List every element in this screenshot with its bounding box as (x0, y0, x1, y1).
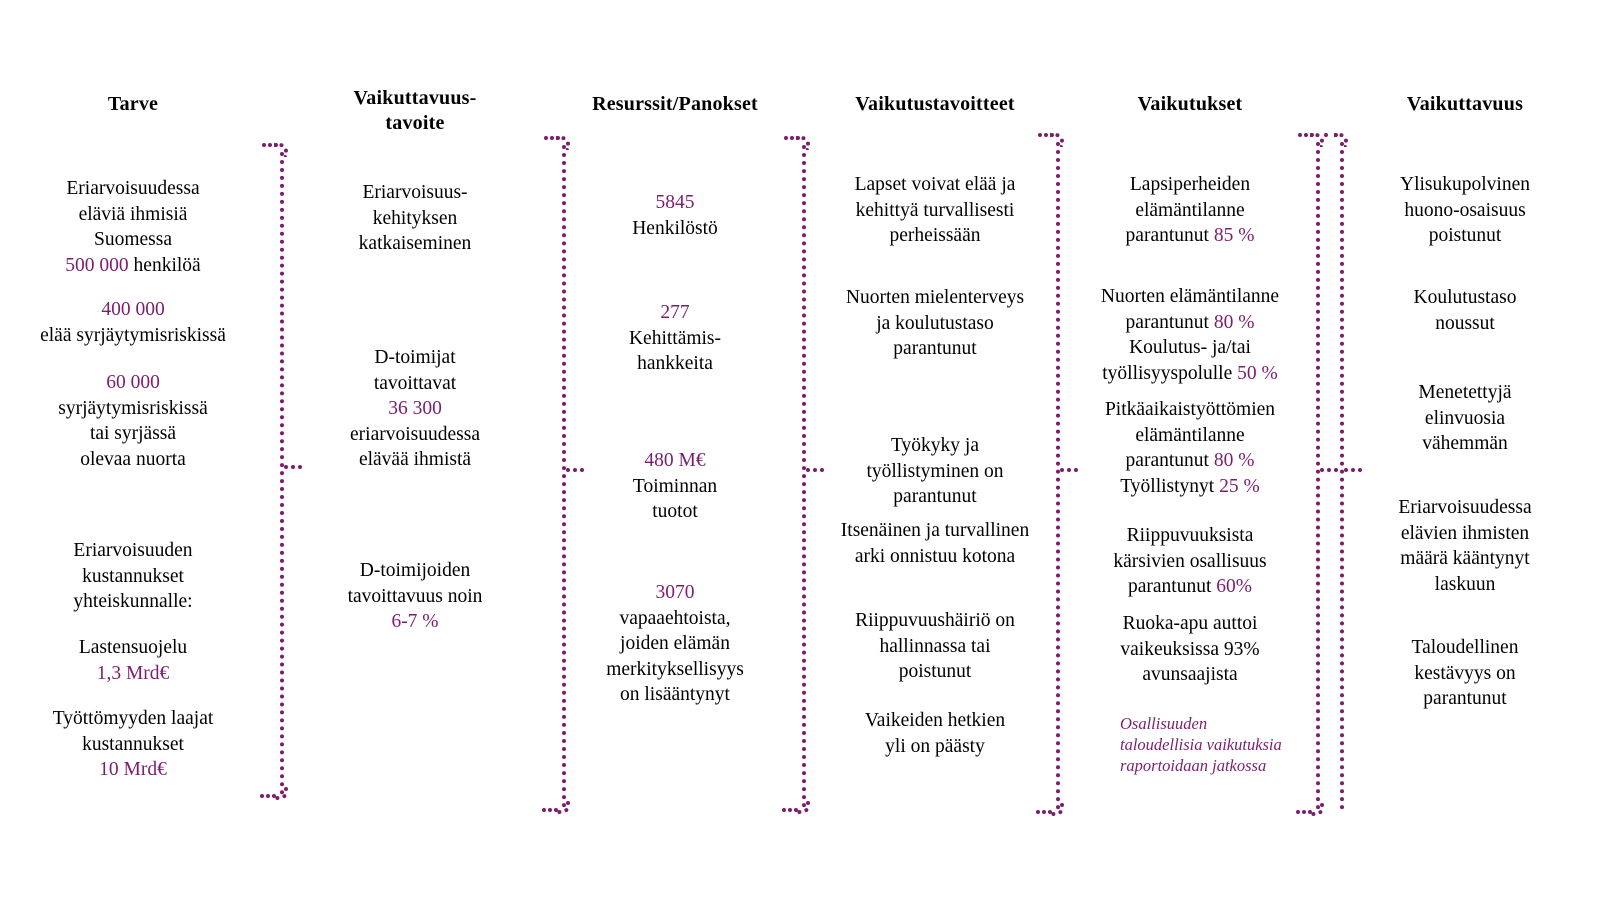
line-text: yhteiskunnalle: (73, 591, 193, 612)
bracket-vertical-line (802, 145, 806, 808)
line-text: on lisääntynyt (620, 684, 730, 705)
text-line (1340, 635, 1590, 661)
bracket-top-corner (274, 143, 288, 157)
line-text: noussut (1435, 312, 1495, 334)
block-vt-3 (820, 433, 1050, 510)
text-line (550, 474, 800, 500)
text-line (820, 223, 1050, 249)
text-line (1075, 662, 1305, 688)
bracket-middle-arrow (1320, 468, 1338, 472)
text-line (550, 448, 800, 474)
text-line (1340, 406, 1590, 432)
text-line (1340, 431, 1590, 457)
footnote-line-1: Osallisuuden (1120, 714, 1208, 733)
text-line (290, 422, 540, 448)
accent-number: 400 000 (101, 299, 165, 320)
accent-number: 50 % (1237, 362, 1278, 384)
text-line (1340, 198, 1590, 224)
text-line (1065, 397, 1315, 423)
text-line (820, 285, 1050, 311)
line-text: kestävyys on (1414, 662, 1516, 684)
line-text: avunsaajista (1142, 664, 1238, 685)
line-text: henkilöä (128, 254, 201, 276)
line-text: parantunut (893, 486, 977, 507)
line-text: Nuorten mielenterveys (845, 287, 1025, 308)
text-line (290, 396, 540, 422)
line-text: Taloudellinen (1411, 637, 1519, 658)
text-line (1065, 284, 1315, 310)
line-text: parantunut (1423, 688, 1507, 709)
text-line (810, 518, 1060, 544)
text-line (1340, 285, 1590, 311)
text-line (8, 202, 258, 228)
line-text: parantunut (893, 338, 977, 359)
line-text: elämäntilanne (1135, 199, 1245, 221)
text-line (8, 661, 258, 687)
block-vt-5 (820, 608, 1050, 685)
text-line (820, 172, 1050, 198)
line-text: parantunut (1125, 450, 1214, 471)
block-resurssit-1 (550, 190, 800, 241)
block-tarve-4 (8, 538, 258, 615)
text-line (1340, 495, 1590, 521)
text-line (1075, 637, 1305, 663)
block-va-5 (1340, 635, 1590, 712)
text-line (290, 609, 540, 635)
column-title-resurssit: Resurssit/Panokset (592, 93, 758, 115)
line-text: Vaikeiden hetkien (864, 710, 1006, 731)
line-text: eriarvoisuudessa (350, 423, 480, 445)
text-line (8, 589, 258, 615)
text-line (810, 544, 1060, 570)
column-title-vaikutustavoitteet: Vaikutustavoitteet (855, 93, 1015, 115)
text-line (8, 538, 258, 564)
line-text: Pitkäaikaistyöttömien (1104, 399, 1276, 420)
line-text: yli on päästy (885, 735, 985, 757)
text-line (8, 396, 258, 422)
text-line (290, 206, 540, 232)
accent-number: 480 M€ (644, 450, 706, 471)
text-line (820, 198, 1050, 224)
footnote-line-3: raportoidaan jatkossa (1120, 756, 1267, 775)
line-text: kehittyä turvallisesti (855, 199, 1015, 221)
accent-number: 277 (660, 302, 690, 323)
block-vk-1 (1075, 172, 1305, 249)
text-line (1065, 423, 1315, 449)
line-text: elämäntilanne (1135, 424, 1245, 446)
block-vk-5 (1075, 611, 1305, 688)
block-tarve-3 (8, 370, 258, 472)
block-vk-2 (1065, 284, 1315, 386)
block-va-4 (1340, 495, 1590, 597)
column-title-tarve: Tarve (107, 93, 159, 115)
line-text: Eriarvoisuus- (362, 182, 468, 203)
line-text: elää syrjäytymisriskissä (40, 324, 226, 346)
line-text: tavoittavat (373, 372, 457, 394)
text-line (8, 635, 258, 661)
block-tavoite-1 (290, 180, 540, 257)
column-vaikutukset (1065, 0, 1315, 900)
line-text: kärsivien osallisuus (1113, 550, 1267, 572)
title-line-2: tavoite (385, 112, 445, 134)
line-text: Nuorten elämäntilanne (1100, 286, 1280, 307)
line-text: parantunut (1125, 225, 1214, 246)
block-vt-4 (810, 518, 1060, 569)
line-text: parantunut (1127, 576, 1217, 597)
text-line (8, 227, 258, 253)
text-line (290, 584, 540, 610)
line-text: Kehittämis- (628, 327, 722, 349)
line-text: tavoittavuus noin (347, 585, 483, 607)
line-text: Riippuvuuksista (1126, 525, 1254, 546)
text-line (1340, 223, 1590, 249)
line-text: syrjäytymisriskissä (58, 397, 208, 419)
text-line (290, 180, 540, 206)
line-text: elävää ihmistä (358, 449, 472, 470)
accent-number: 60 000 (106, 372, 160, 393)
accent-number: 10 Mrd€ (99, 759, 167, 780)
text-line (820, 659, 1050, 685)
text-line (1065, 474, 1315, 500)
text-line (820, 484, 1050, 510)
block-vk-4 (1075, 523, 1305, 600)
bracket-vertical-line (1316, 142, 1320, 810)
line-text: Ylisukupolvinen (1400, 174, 1530, 195)
text-line (8, 564, 258, 590)
line-text: Työllistynyt (1120, 475, 1220, 497)
text-line (1075, 549, 1305, 575)
block-vt-1 (820, 172, 1050, 249)
block-vk-3 (1065, 397, 1315, 499)
line-text: tuotot (652, 501, 698, 522)
line-text: D-toimijoiden (359, 560, 471, 581)
line-text: elinvuosia (1424, 407, 1506, 429)
text-line (8, 421, 258, 447)
column-vaikutustavoitteet (810, 0, 1060, 900)
line-text: Lapset voivat elää ja (854, 174, 1016, 195)
text-line (1075, 523, 1305, 549)
block-tarve-6 (8, 706, 258, 783)
text-line (1065, 448, 1315, 474)
line-text: poistunut (1428, 225, 1502, 246)
text-line (1340, 311, 1590, 337)
text-line (290, 371, 540, 397)
text-line (1075, 172, 1305, 198)
line-text: Työkyky ja (891, 435, 979, 456)
text-line (550, 631, 800, 657)
line-text: katkaiseminen (358, 233, 472, 254)
bracket-top-stub (262, 143, 278, 147)
text-line (1065, 361, 1315, 387)
column-vaikuttavuustavoite (290, 0, 540, 900)
text-line (290, 447, 540, 473)
line-text: kustannukset (82, 565, 184, 587)
line-text: arki onnistuu kotona (854, 545, 1016, 567)
text-line (550, 326, 800, 352)
line-text: Toiminnan (632, 475, 718, 497)
line-text: määrä kääntynyt (1400, 548, 1530, 569)
text-line (1340, 521, 1590, 547)
block-tavoite-3 (290, 558, 540, 635)
line-text: Koulutus- ja/tai (1129, 337, 1251, 358)
line-text: eläviä ihmisiä (78, 203, 188, 225)
block-resurssit-2 (550, 300, 800, 377)
block-vt-2 (820, 285, 1050, 362)
footnote-line-2: taloudellisia vaikutuksia (1120, 735, 1282, 754)
column-title-vaikuttavuus: Vaikuttavuus (1406, 93, 1524, 115)
column-resurssit (550, 0, 800, 900)
line-text: Koulutustaso (1413, 287, 1517, 308)
accent-number: 80 % (1213, 311, 1255, 333)
text-line (8, 176, 258, 202)
text-line (550, 682, 800, 708)
block-va-3 (1340, 380, 1590, 457)
text-line (550, 190, 800, 216)
column-title-vaikutukset: Vaikutukset (1137, 93, 1243, 115)
bracket-bottom-stub (260, 794, 276, 798)
accent-number: 36 300 (388, 398, 442, 419)
block-tarve-1 (8, 176, 258, 278)
line-text: Eriarvoisuuden (73, 540, 193, 561)
text-line (1340, 172, 1590, 198)
text-line (820, 734, 1050, 760)
line-text: tai syrjässä (89, 423, 177, 444)
accent-number: 1,3 Mrd€ (96, 662, 170, 684)
text-line (1065, 335, 1315, 361)
text-line (820, 459, 1050, 485)
line-text: olevaa nuorta (80, 448, 186, 470)
text-line (1340, 572, 1590, 598)
text-line (290, 231, 540, 257)
line-text: perheissään (889, 225, 981, 246)
text-line (8, 370, 258, 396)
line-text: huono-osaisuus (1404, 199, 1526, 221)
block-resurssit-3 (550, 448, 800, 525)
text-line (8, 447, 258, 473)
line-text: Riippuvuushäiriö on (855, 610, 1015, 631)
accent-number: 85 % (1213, 225, 1255, 246)
line-text: Itsenäinen ja turvallinen (840, 520, 1030, 541)
line-text: vaikeuksissa 93% (1120, 638, 1260, 660)
text-line (1065, 310, 1315, 336)
text-line (1340, 686, 1590, 712)
line-text: Työttömyyden laajat (52, 708, 214, 729)
line-text: kustannukset (82, 733, 184, 755)
accent-number: 6-7 % (391, 611, 439, 632)
line-text: ja koulutustaso (876, 312, 994, 334)
block-va-1 (1340, 172, 1590, 249)
line-text: hallinnassa tai (879, 635, 991, 657)
line-text: vähemmän (1422, 433, 1508, 454)
column-title-vaikuttavuustavoite (290, 86, 540, 136)
text-line (8, 297, 258, 323)
text-line (1340, 380, 1590, 406)
line-text: joiden elämän (620, 633, 730, 654)
title-line-1: Vaikuttavuus- (353, 87, 477, 109)
accent-number: 60% (1216, 576, 1252, 597)
line-text: hankkeita (637, 353, 713, 374)
line-text: D-toimijat (374, 347, 456, 368)
accent-number: 80 % (1213, 450, 1255, 471)
line-text: elävien ihmisten (1400, 522, 1530, 544)
accent-number: 3070 (655, 582, 695, 603)
text-line (1075, 198, 1305, 224)
bracket-vertical-line (280, 152, 284, 795)
text-line (1075, 574, 1305, 600)
line-text: Ruoka-apu auttoi (1122, 613, 1258, 634)
text-line (8, 323, 258, 349)
text-line (1075, 223, 1305, 249)
text-line (550, 216, 800, 242)
text-line (820, 433, 1050, 459)
text-line (820, 336, 1050, 362)
text-line (290, 345, 540, 371)
text-line (820, 634, 1050, 660)
text-line (820, 608, 1050, 634)
text-line (550, 657, 800, 683)
text-line (290, 558, 540, 584)
block-tarve-2 (8, 297, 258, 348)
line-text: Menetettyjä (1418, 382, 1512, 403)
text-line (550, 606, 800, 632)
line-text: Eriarvoisuudessa (1398, 497, 1532, 518)
text-line (8, 253, 258, 279)
text-line (550, 351, 800, 377)
text-line (550, 580, 800, 606)
text-line (1075, 611, 1305, 637)
line-text: laskuun (1434, 573, 1496, 595)
column-vaikuttavuus (1340, 0, 1590, 900)
line-text: työllisyyspolulle (1102, 362, 1238, 384)
line-text: Lastensuojelu (78, 637, 188, 658)
line-text: Eriarvoisuudessa (66, 178, 200, 199)
text-line (1340, 546, 1590, 572)
line-text: Lapsiperheiden (1129, 174, 1251, 195)
line-text: Suomessa (94, 229, 172, 250)
text-line (8, 706, 258, 732)
block-tarve-5 (8, 635, 258, 686)
column-tarve (8, 0, 258, 900)
accent-number: 500 000 (65, 254, 129, 276)
text-line (8, 732, 258, 758)
text-line (820, 311, 1050, 337)
bracket-top-stub (1324, 133, 1338, 137)
block-vt-6 (820, 708, 1050, 759)
line-text: merkityksellisyys (606, 658, 744, 680)
block-va-2 (1340, 285, 1590, 336)
text-line (550, 499, 800, 525)
block-resurssit-4 (550, 580, 800, 708)
line-text: vapaaehtoista, (619, 607, 731, 629)
accent-number: 25 % (1219, 475, 1260, 497)
text-line (550, 300, 800, 326)
bracket-bottom-corner (274, 786, 288, 800)
accent-number: 5845 (655, 192, 695, 213)
line-text: poistunut (898, 661, 972, 682)
line-text: parantunut (1125, 311, 1214, 333)
block-tavoite-2 (290, 345, 540, 473)
line-text: työllistyminen on (866, 460, 1004, 482)
footnote-vaikutukset (1120, 713, 1330, 776)
text-line (820, 708, 1050, 734)
text-line (1340, 661, 1590, 687)
text-line (8, 757, 258, 783)
line-text: Henkilöstö (632, 217, 718, 239)
line-text: kehityksen (372, 207, 458, 229)
